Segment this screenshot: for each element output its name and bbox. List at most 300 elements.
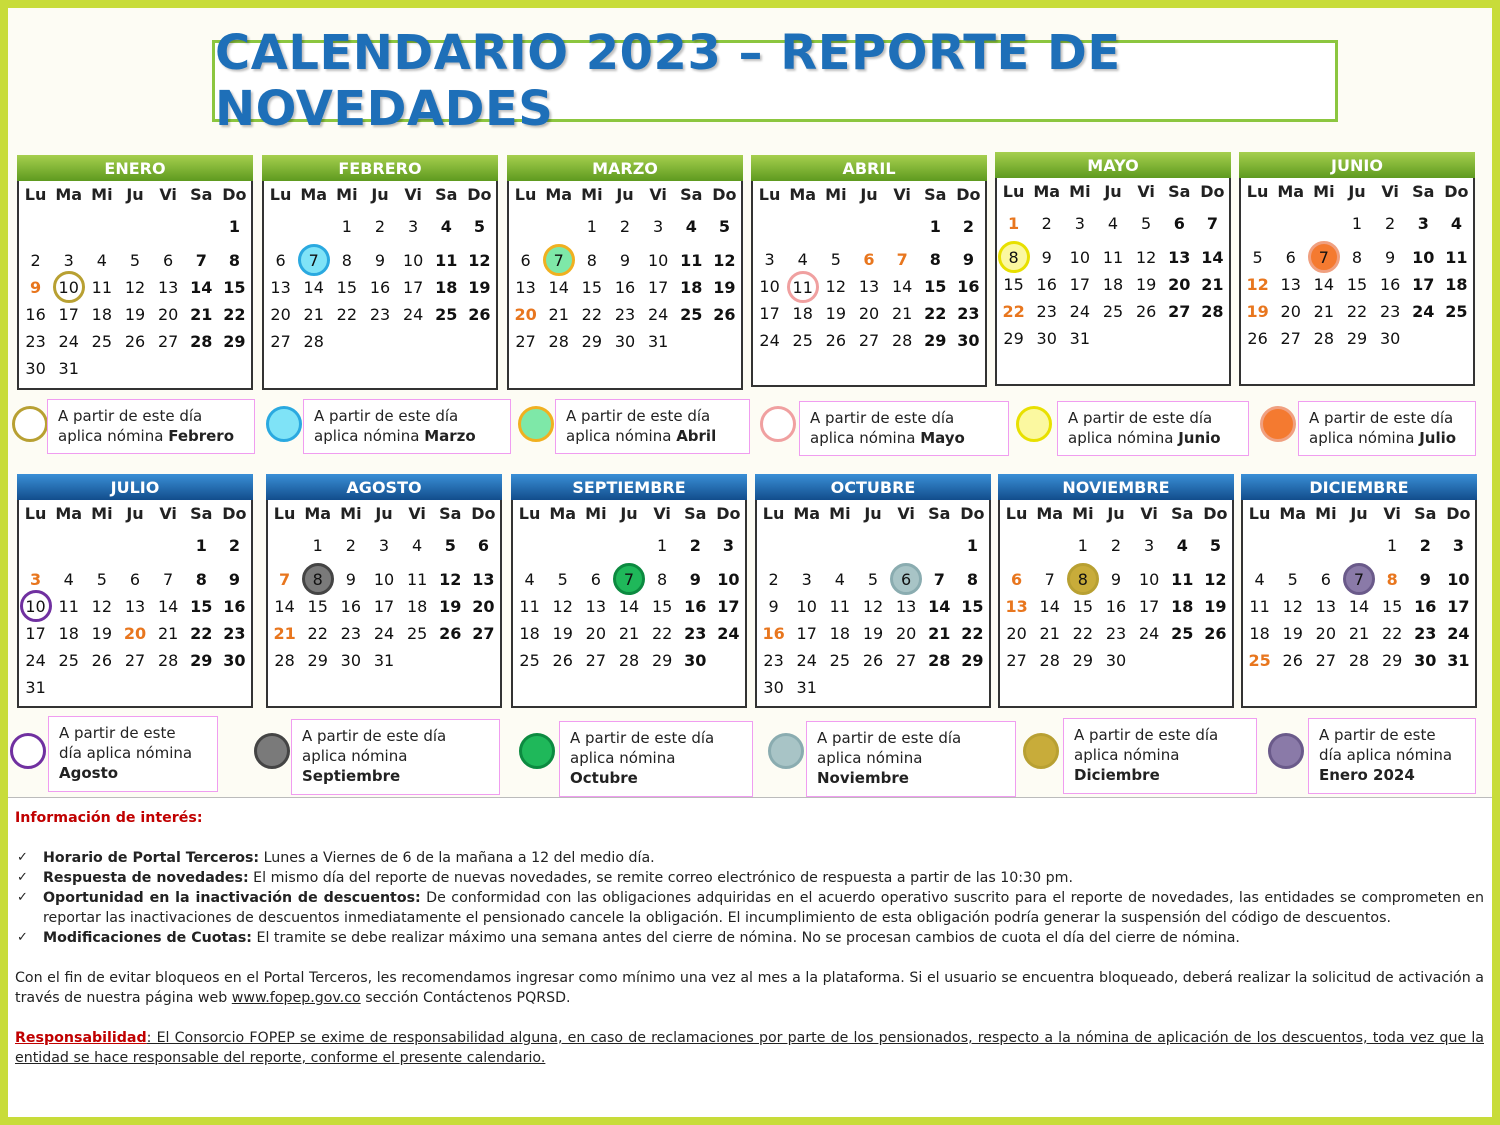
day-cell: 13 (472, 569, 495, 589)
week-row (753, 207, 985, 246)
weekday-label: Ma (1277, 181, 1305, 201)
weekday-label: Ju (864, 503, 882, 523)
day-cell: 23 (1105, 623, 1127, 643)
legend-marker-icon (1260, 406, 1296, 442)
day-cell: 6 (129, 569, 141, 589)
day-cell: 4 (1176, 536, 1188, 556)
day-cell: 26 (713, 304, 736, 324)
day-cell: 13 (515, 277, 536, 297)
day-cell: 19 (713, 277, 736, 297)
day-cell: 13 (858, 277, 880, 297)
day-cell: 28 (274, 650, 295, 670)
weekday-label: Lu (1005, 503, 1028, 523)
day-cell: 10 (759, 277, 780, 297)
day-cell: 26 (124, 331, 146, 351)
day-cell: 8 (657, 569, 668, 589)
month-header: JULIO (17, 474, 253, 500)
day-cell: 21 (1348, 623, 1370, 643)
day-cell: 13 (895, 596, 917, 616)
day-cell: 1 (586, 217, 597, 237)
day-cell: 2 (228, 536, 240, 556)
day-cell: 22 (307, 623, 328, 643)
legend-text: A partir de este día aplica nómina Junio (1057, 401, 1249, 456)
week-row (997, 244, 1229, 271)
day-cell: 23 (25, 331, 46, 351)
week-row (753, 300, 985, 327)
day-cell: 17 (647, 277, 669, 297)
day-cell: 31 (1447, 650, 1470, 670)
day-cell: 10 (717, 569, 740, 589)
day-cell: 18 (1171, 596, 1194, 616)
day-cell: 28 (1201, 301, 1224, 321)
month-header: DICIEMBRE (1241, 474, 1477, 500)
day-cell: 6 (1285, 247, 1296, 267)
day-cell: 22 (924, 304, 947, 324)
day-cell: 30 (763, 677, 784, 697)
day-cell: 14 (1313, 274, 1335, 294)
day-cell: 10 (373, 569, 395, 589)
day-cell: 29 (1381, 650, 1403, 670)
weekday-label: Vi (1381, 181, 1399, 201)
day-cell: 4 (524, 569, 535, 589)
day-cell: 17 (759, 304, 780, 324)
day-cell: 10 (647, 250, 669, 270)
week-row (19, 328, 251, 355)
day-cell: 17 (373, 596, 395, 616)
day-cell: 12 (91, 596, 113, 616)
weekday-row (19, 181, 251, 207)
weekday-label: Vi (893, 184, 911, 204)
day-cell: 3 (801, 569, 812, 589)
day-cell: 14 (190, 277, 213, 297)
nomina-marker: 8 (302, 563, 334, 595)
day-cell: 18 (829, 623, 851, 643)
weekday-label: Mi (1315, 503, 1337, 523)
month-marzo (507, 155, 743, 390)
day-cell: 31 (647, 331, 669, 351)
weekday-label: Do (956, 184, 981, 204)
day-cell: 26 (862, 650, 884, 670)
day-cell: 2 (1419, 536, 1431, 556)
day-cell: 19 (862, 623, 884, 643)
day-cell: 9 (1385, 247, 1396, 267)
month-header: NOVIEMBRE (998, 474, 1234, 500)
day-cell: 27 (124, 650, 146, 670)
month-header: FEBRERO (262, 155, 498, 181)
weekday-label: Do (467, 184, 492, 204)
weekday-label: Lu (758, 184, 781, 204)
legend-text: A partir de este día aplica nómina Marzo (303, 399, 511, 454)
day-cell: 15 (336, 277, 358, 297)
day-cell: 18 (1249, 623, 1270, 643)
week-row (264, 274, 496, 301)
day-cell: 10 (1412, 247, 1435, 267)
day-cell: 21 (548, 304, 569, 324)
weekday-label: Ma (1033, 181, 1061, 201)
day-cell: 28 (157, 650, 179, 670)
weekday-label: Do (1203, 503, 1228, 523)
day-cell: 27 (515, 331, 536, 351)
day-cell: 21 (618, 623, 640, 643)
day-cell: 24 (1138, 623, 1160, 643)
day-cell: 30 (614, 331, 636, 351)
legend-text: A partir de este día aplica nómina Abril (555, 399, 750, 454)
day-cell: 22 (1346, 301, 1368, 321)
day-cell: 19 (552, 623, 573, 643)
week-row (509, 328, 741, 355)
day-cell: 27 (585, 650, 607, 670)
day-cell: 3 (1452, 536, 1464, 556)
weekday-label: Vi (159, 503, 177, 523)
day-cell: 24 (647, 304, 669, 324)
legend-text: A partir de este día aplica nómina Julio (1298, 401, 1476, 456)
weekday-label: Ju (1348, 181, 1366, 201)
day-cell: 20 (1168, 274, 1191, 294)
day-cell: 22 (651, 623, 673, 643)
week-row (264, 301, 496, 328)
day-cell: 3 (764, 250, 775, 270)
day-cell: 16 (957, 277, 980, 297)
weekday-label: Lu (273, 503, 296, 523)
week-row (19, 247, 251, 274)
day-cell: 1 (228, 217, 240, 237)
info-item-horario: ✓ Horario de Portal Terceros: Lunes a Viernes de 6 de la mañana a 12 del medio día. (15, 848, 1484, 868)
day-cell: 15 (651, 596, 673, 616)
day-cell: 28 (303, 331, 324, 351)
day-cell: 12 (439, 569, 462, 589)
day-cell: 23 (223, 623, 246, 643)
day-cell: 8 (966, 569, 978, 589)
day-cell: 12 (862, 596, 884, 616)
day-cell: 5 (444, 536, 456, 556)
day-cell: 31 (25, 677, 46, 697)
day-cell: 6 (590, 569, 601, 589)
day-cell: 3 (408, 217, 419, 237)
day-cell: 23 (1414, 623, 1437, 643)
weekday-label: Ma (304, 503, 332, 523)
weekday-label: Mi (581, 184, 603, 204)
week-row (19, 301, 251, 328)
day-cell: 23 (957, 304, 980, 324)
day-cell: 2 (619, 217, 631, 237)
weekday-row (757, 500, 989, 526)
legend-marker-icon (518, 406, 554, 442)
day-cell: 4 (1107, 214, 1119, 234)
day-cell: 4 (1254, 569, 1265, 589)
day-cell: 26 (439, 623, 462, 643)
week-row (1000, 566, 1232, 593)
week-row (997, 271, 1229, 298)
day-cell: 7 (195, 250, 207, 270)
weekday-label: Lu (762, 503, 785, 523)
day-cell: 4 (96, 250, 107, 270)
day-cell: 9 (374, 250, 386, 270)
day-cell: 9 (619, 250, 631, 270)
month-agosto (266, 474, 502, 708)
day-cell (890, 569, 923, 589)
day-cell: 11 (519, 596, 540, 616)
day-cell: 19 (1282, 623, 1303, 643)
day-cell: 29 (190, 650, 213, 670)
week-row (1243, 647, 1475, 674)
day-cell: 20 (858, 304, 880, 324)
week-row (19, 620, 251, 647)
day-cell: 7 (896, 250, 908, 270)
day-cell: 26 (1135, 301, 1157, 321)
day-cell: 1 (1077, 536, 1088, 556)
nomina-marker: 10 (53, 271, 85, 303)
day-cell: 4 (834, 569, 845, 589)
day-cell: 24 (373, 623, 395, 643)
day-cell: 2 (1110, 536, 1122, 556)
legend-marker-icon (519, 733, 555, 769)
weekday-label: Ma (545, 184, 573, 204)
day-cell: 12 (468, 250, 491, 270)
legend-text: A partir de este día aplica nómina Noviembre (806, 721, 1016, 797)
week-row (1000, 526, 1232, 566)
weekday-label: Ma (549, 503, 577, 523)
day-cell: 9 (228, 569, 240, 589)
week-row (753, 273, 985, 300)
day-cell: 13 (124, 596, 146, 616)
day-cell (542, 250, 575, 270)
day-cell: 25 (435, 304, 458, 324)
day-cell: 14 (928, 596, 951, 616)
weekday-label: Do (1446, 503, 1471, 523)
legend-marker-icon (760, 406, 796, 442)
day-cell (297, 250, 330, 270)
weekday-label: Ju (620, 503, 638, 523)
weekday-label: Mi (91, 184, 113, 204)
day-cell: 8 (341, 250, 352, 270)
weekday-label: Vi (897, 503, 915, 523)
day-cell: 28 (1039, 650, 1060, 670)
nomina-marker: 6 (890, 563, 922, 595)
day-cell: 24 (796, 650, 817, 670)
day-cell: 19 (825, 304, 847, 324)
weekday-label: Sa (684, 503, 707, 523)
weekday-label: Sa (924, 184, 947, 204)
day-cell: 2 (962, 217, 974, 237)
day-cell: 5 (1141, 214, 1152, 234)
day-cell: 2 (374, 217, 386, 237)
day-cell: 25 (519, 650, 540, 670)
day-cell: 28 (1313, 328, 1335, 348)
weekday-label: Ju (1350, 503, 1368, 523)
nomina-marker: 10 (20, 590, 52, 622)
legend-text: A partir de este día aplica nómina Mayo (799, 401, 1009, 456)
day-cell: 2 (1041, 214, 1052, 234)
day-cell: 14 (548, 277, 569, 297)
day-cell: 8 (586, 250, 597, 270)
weekday-label: Lu (518, 503, 541, 523)
day-cell: 22 (1381, 623, 1403, 643)
month-header: OCTUBRE (755, 474, 991, 500)
week-row (19, 674, 251, 701)
day-cell: 10 (1138, 569, 1160, 589)
day-cell: 24 (1447, 623, 1470, 643)
weekday-label: Mi (829, 503, 851, 523)
day-cell: 30 (1414, 650, 1437, 670)
day-cell: 20 (895, 623, 917, 643)
info-heading: Información de interés: (15, 810, 203, 826)
day-cell: 1 (1351, 214, 1363, 234)
day-cell: 17 (1069, 274, 1091, 294)
day-cell: 22 (1072, 623, 1094, 643)
day-cell: 17 (1447, 596, 1470, 616)
nomina-marker: 7 (543, 244, 575, 276)
day-cell: 16 (340, 596, 362, 616)
weekday-label: Ju (1104, 181, 1122, 201)
week-row (997, 298, 1229, 325)
legend-marker-icon (266, 406, 302, 442)
week-row (19, 593, 251, 620)
day-cell: 16 (614, 277, 636, 297)
weekday-label: Ju (616, 184, 634, 204)
day-cell: 14 (1039, 596, 1060, 616)
weekday-label: Ma (55, 184, 83, 204)
nomina-marker: 7 (1308, 241, 1340, 273)
day-cell (52, 277, 85, 297)
day-cell: 6 (1011, 569, 1023, 589)
day-cell: 8 (1386, 569, 1398, 589)
day-cell: 3 (378, 536, 390, 556)
day-cell: 28 (548, 331, 569, 351)
day-cell: 16 (684, 596, 707, 616)
day-cell: 15 (1381, 596, 1403, 616)
day-cell: 9 (1110, 569, 1122, 589)
day-cell: 30 (684, 650, 707, 670)
weekday-label: Do (716, 503, 741, 523)
day-cell: 27 (270, 331, 291, 351)
week-row (1000, 620, 1232, 647)
weekday-label: Ju (371, 184, 389, 204)
day-cell: 4 (685, 217, 697, 237)
day-cell: 30 (340, 650, 362, 670)
day-cell: 13 (157, 277, 179, 297)
day-cell: 23 (1379, 301, 1401, 321)
legend-marker-icon (1016, 406, 1052, 442)
day-cell: 17 (717, 596, 740, 616)
day-cell: 27 (1315, 650, 1337, 670)
fopep-link[interactable]: www.fopep.gov.co (231, 990, 361, 1006)
weekday-label: Vi (404, 184, 422, 204)
day-cell: 29 (1072, 650, 1094, 670)
day-cell: 18 (1102, 274, 1124, 294)
day-cell: 17 (1138, 596, 1160, 616)
weekday-row (997, 178, 1229, 204)
day-cell: 1 (966, 536, 978, 556)
day-cell: 27 (157, 331, 179, 351)
weekday-label: Ma (1279, 503, 1307, 523)
day-cell: 15 (307, 596, 328, 616)
week-row (1241, 325, 1473, 352)
day-cell: 31 (58, 358, 79, 378)
week-row (997, 325, 1229, 352)
day-cell: 25 (1102, 301, 1124, 321)
day-cell: 5 (718, 217, 730, 237)
week-row (757, 620, 989, 647)
month-septiembre (511, 474, 747, 708)
day-cell: 13 (1280, 274, 1301, 294)
day-cell: 30 (25, 358, 46, 378)
weekday-label: Do (960, 503, 985, 523)
day-cell: 23 (763, 650, 784, 670)
info-section (8, 797, 1492, 1117)
weekday-label: Lu (1002, 181, 1025, 201)
week-row (757, 526, 989, 566)
day-cell: 9 (768, 596, 779, 616)
page-title: CALENDARIO 2023 – REPORTE DE NOVEDADES (215, 25, 1121, 137)
day-cell: 15 (223, 277, 246, 297)
weekday-row (1243, 500, 1475, 526)
day-cell: 2 (768, 569, 779, 589)
week-row (753, 327, 985, 354)
day-cell: 7 (279, 569, 291, 589)
day-cell: 9 (30, 277, 42, 297)
day-cell: 10 (1447, 569, 1470, 589)
info-item-oportunidad: ✓ Oportunidad en la inactivación de descuentos: De conformidad con las obligaciones adquiridas en el acuerdo operativo suscrito para el reporte de novedades, las entidades se comprometen en reportar las inactivaciones de descuentos inmediatamente el pensionado cancele la obligación. El incumplimiento de esta obligación podría generar la suspensión del código de descuentos. (15, 888, 1484, 928)
day-cell (301, 569, 334, 589)
nomina-marker: 8 (1067, 563, 1099, 595)
month-header: SEPTIEMBRE (511, 474, 747, 500)
day-cell: 5 (557, 569, 568, 589)
day-cell: 9 (962, 250, 974, 270)
weekday-label: Lu (24, 184, 47, 204)
day-cell: 26 (552, 650, 573, 670)
day-cell: 25 (58, 650, 79, 670)
day-cell: 30 (1379, 328, 1401, 348)
weekday-label: Lu (24, 503, 47, 523)
day-cell: 5 (1209, 536, 1221, 556)
day-cell: 28 (190, 331, 213, 351)
day-cell: 5 (473, 217, 485, 237)
day-cell: 25 (792, 331, 813, 351)
week-row (509, 247, 741, 274)
day-cell: 16 (1105, 596, 1127, 616)
week-row (1243, 566, 1475, 593)
day-cell: 11 (1102, 247, 1124, 267)
weekday-row (1241, 178, 1473, 204)
day-cell: 15 (1003, 274, 1024, 294)
day-cell: 27 (1006, 650, 1027, 670)
day-cell: 3 (30, 569, 42, 589)
day-cell: 11 (91, 277, 113, 297)
day-cell: 12 (1246, 274, 1269, 294)
day-cell (19, 596, 52, 616)
day-cell: 3 (1074, 214, 1085, 234)
day-cell: 2 (1385, 214, 1396, 234)
day-cell: 2 (689, 536, 701, 556)
day-cell: 19 (91, 623, 113, 643)
day-cell: 6 (275, 250, 286, 270)
weekday-label: Vi (1383, 503, 1401, 523)
day-cell: 20 (514, 304, 537, 324)
day-cell: 14 (1348, 596, 1370, 616)
day-cell (997, 247, 1030, 267)
day-cell: 13 (1315, 596, 1337, 616)
day-cell: 11 (58, 596, 79, 616)
nomina-marker: 11 (787, 271, 819, 303)
weekday-label: Ju (1107, 503, 1125, 523)
weekday-label: Sa (190, 184, 213, 204)
day-cell: 16 (223, 596, 246, 616)
day-cell: 13 (1168, 247, 1191, 267)
weekday-label: Mi (91, 503, 113, 523)
day-cell: 11 (406, 569, 428, 589)
month-diciembre (1241, 474, 1477, 708)
day-cell: 21 (1201, 274, 1224, 294)
